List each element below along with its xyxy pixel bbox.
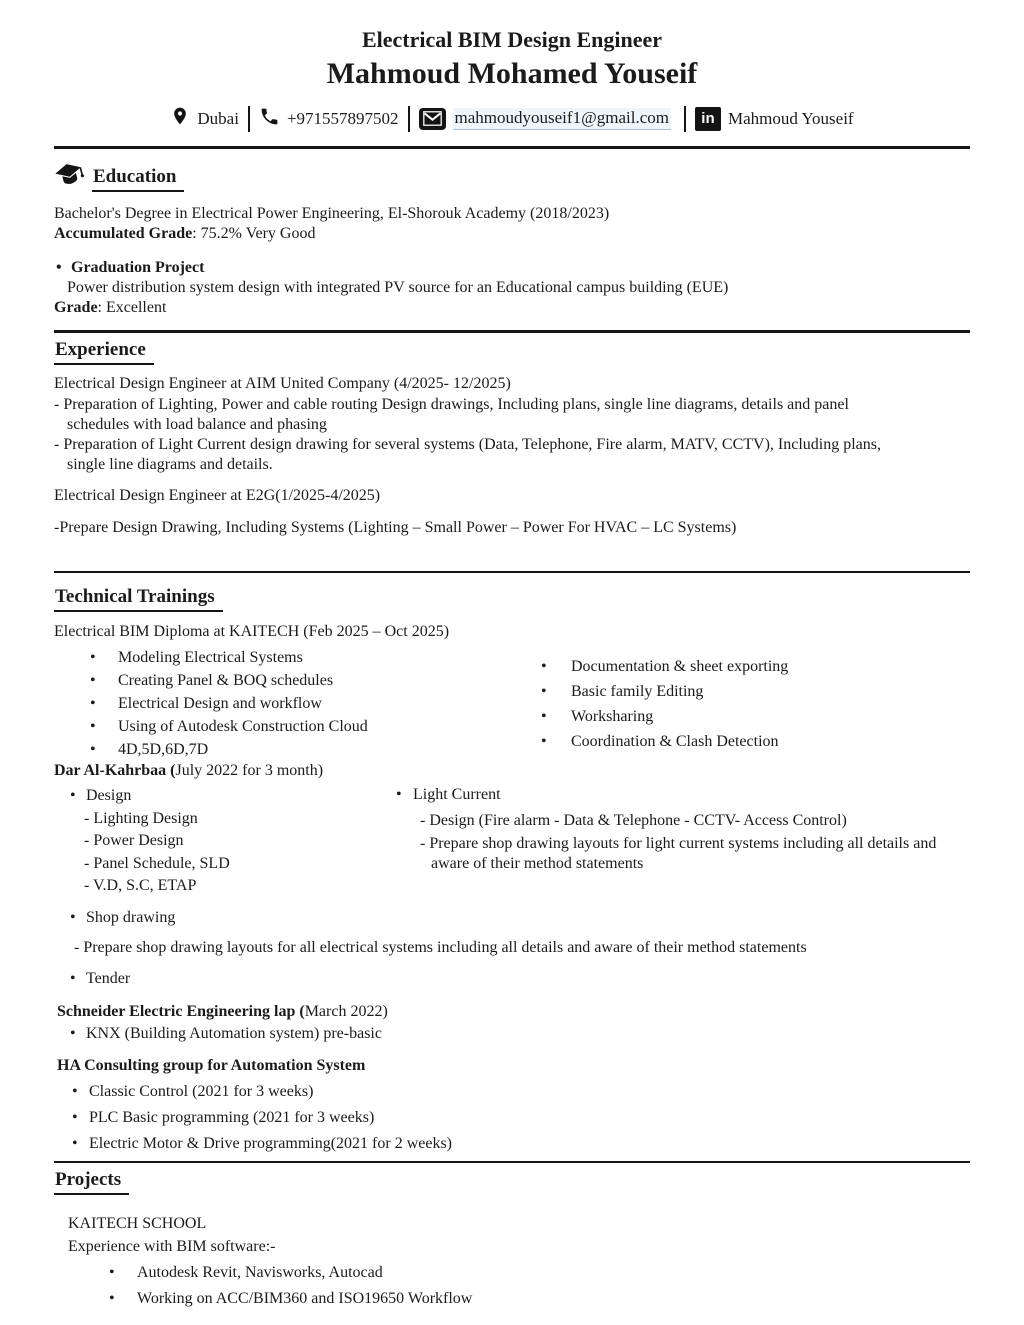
- dar-design-item: - V.D, S.C, ETAP: [84, 877, 197, 894]
- education-heading: Education: [92, 165, 184, 192]
- training-item: • Electrical Design and workflow: [90, 694, 486, 714]
- kaitech-columns: [54, 642, 970, 760]
- project-item: • Working on ACC/BIM360 and ISO19650 Workflow: [109, 1289, 970, 1309]
- projects-heading: Projects: [54, 1168, 129, 1195]
- experience-bullet: - Preparation of Light Current design drawing for several systems (Data, Telephone, Fire alarm, MATV, CCTV), Including plans, single line diagrams and details.: [54, 436, 881, 473]
- experience-divider: [54, 571, 970, 573]
- experience-bullet: -Prepare Design Drawing, Including Systems (Lighting – Small Power – Power For HVAC – LC Systems): [54, 519, 737, 536]
- education-divider: [54, 330, 970, 333]
- dar-design-item: - Panel Schedule, SLD: [84, 854, 230, 872]
- kaitech-diploma-title: Electrical BIM Diploma at KAITECH (Feb 2025 – Oct 2025): [54, 623, 450, 640]
- ha-item: • PLC Basic programming (2021 for 3 weeks): [72, 1108, 970, 1128]
- kaitech-right-column: [486, 642, 970, 752]
- experience-heading: Experience: [54, 338, 154, 365]
- linkedin-icon: in: [695, 107, 721, 131]
- candidate-name: Mahmoud Mohamed Youseif: [326, 57, 698, 90]
- trainings-section-header: [54, 585, 970, 612]
- ha-item: • Classic Control (2021 for 3 weeks): [72, 1082, 970, 1102]
- schneider-title-bold: Schneider Electric Engineering lap (: [57, 1003, 305, 1020]
- training-item: • 4D,5D,6D,7D: [90, 740, 486, 760]
- contact-linkedin: [695, 107, 854, 131]
- projects-section-header: [54, 1168, 970, 1195]
- dar-design-item: - Lighting Design: [84, 809, 198, 827]
- contact-phone-text: +971557897502: [286, 108, 399, 128]
- training-item: • Documentation & sheet exporting: [541, 657, 970, 677]
- training-item: • Using of Autodesk Construction Cloud: [90, 717, 486, 737]
- experience-job-title: Electrical Design Engineer at AIM United Company (4/2025- 12/2025): [54, 375, 511, 392]
- schneider-item: • KNX (Building Automation system) pre-basic: [70, 1024, 970, 1044]
- header-divider: [54, 146, 970, 149]
- project-item: • Autodesk Revit, Navisworks, Autocad: [109, 1263, 970, 1283]
- accumulated-grade-label: Accumulated Grade: [54, 225, 193, 242]
- location-pin-icon: [170, 104, 190, 133]
- graduation-project-grade: [54, 298, 970, 318]
- training-item: • Worksharing: [541, 707, 970, 727]
- accumulated-grade-value: : 75.2% Very Good: [192, 225, 316, 242]
- education-degree: Bachelor's Degree in Electrical Power Engineering, El-Shorouk Academy (2018/2023): [54, 205, 610, 222]
- dar-columns: [54, 781, 970, 896]
- shop-drawing-desc: - Prepare shop drawing layouts for all electrical systems including all details and aware of their method statements: [74, 939, 807, 956]
- experience-job-bullets: [54, 395, 906, 475]
- kaitech-left-column: [54, 642, 486, 760]
- light-current-item: - Design (Fire alarm - Data & Telephone - CCTV- Access Control): [420, 812, 847, 829]
- contact-separator: [684, 106, 686, 132]
- light-current-item: - Prepare shop drawing layouts for light current systems including all details and aware of their method statements: [420, 835, 937, 872]
- education-grade: [54, 224, 970, 244]
- tender-label: • Tender: [70, 969, 970, 989]
- dar-design-label: • Design: [70, 786, 394, 806]
- trainings-heading: Technical Trainings: [54, 585, 223, 612]
- dar-title: [54, 761, 970, 781]
- envelope-icon: [419, 108, 446, 130]
- contact-email: [419, 108, 671, 130]
- dar-title-bold: Dar Al-Kahrbaa (: [54, 762, 176, 779]
- experience-job-title: Electrical Design Engineer at E2G(1/2025-4/2025): [54, 487, 381, 504]
- phone-icon: [259, 106, 280, 132]
- light-current-items: [420, 805, 970, 874]
- project-items: [54, 1263, 970, 1309]
- schneider-title: [57, 1002, 970, 1022]
- training-item: • Coordination & Clash Detection: [541, 732, 970, 752]
- graduation-cap-icon: [54, 161, 84, 195]
- education-section-header: [54, 161, 970, 195]
- project-subtitle: Experience with BIM software:-: [68, 1238, 276, 1255]
- training-item: • Creating Panel & BOQ schedules: [90, 671, 486, 691]
- ha-consulting-title: HA Consulting group for Automation System: [57, 1057, 366, 1074]
- shop-drawing-label: • Shop drawing: [70, 908, 970, 928]
- training-item: • Modeling Electrical Systems: [90, 648, 486, 668]
- contact-separator: [248, 106, 250, 132]
- graduation-project-desc: Power distribution system design with integrated PV source for an Educational campus building (EUE): [67, 279, 729, 296]
- email-link[interactable]: mahmoudyouseif1@gmail.com: [453, 108, 671, 130]
- grade-label: Grade: [54, 299, 98, 316]
- schneider-title-rest: March 2022): [304, 1003, 388, 1020]
- trainings-divider: [54, 1161, 970, 1163]
- ha-consulting-items: [54, 1082, 970, 1154]
- training-item: • Basic family Editing: [541, 682, 970, 702]
- dar-design-item: - Power Design: [84, 832, 184, 849]
- job-title: Electrical BIM Design Engineer: [361, 27, 662, 52]
- experience-section-header: [54, 338, 970, 365]
- schneider-items: [54, 1024, 970, 1044]
- ha-item: • Electric Motor & Drive programming(2021 for 2 weeks): [72, 1134, 970, 1154]
- light-current-label: • Light Current: [396, 785, 970, 805]
- contact-phone: [259, 106, 399, 132]
- dar-title-rest: July 2022 for 3 month): [175, 762, 324, 779]
- contact-linkedin-text: Mahmoud Youseif: [727, 108, 854, 128]
- contact-location-text: Dubai: [197, 108, 239, 128]
- contact-separator: [408, 106, 410, 132]
- project-school: KAITECH SCHOOL: [68, 1215, 207, 1232]
- grade-value: : Excellent: [97, 299, 167, 316]
- contact-location: [170, 104, 239, 133]
- graduation-project-label: • Graduation Project: [54, 258, 970, 278]
- dar-right-column: [394, 781, 970, 874]
- contact-row: [54, 104, 970, 133]
- dar-left-column: [54, 781, 394, 896]
- dar-design-items: [84, 809, 394, 897]
- experience-bullet: - Preparation of Lighting, Power and cable routing Design drawings, Including plans, single line diagrams, details and panel schedules with load balance and phasing: [54, 396, 849, 433]
